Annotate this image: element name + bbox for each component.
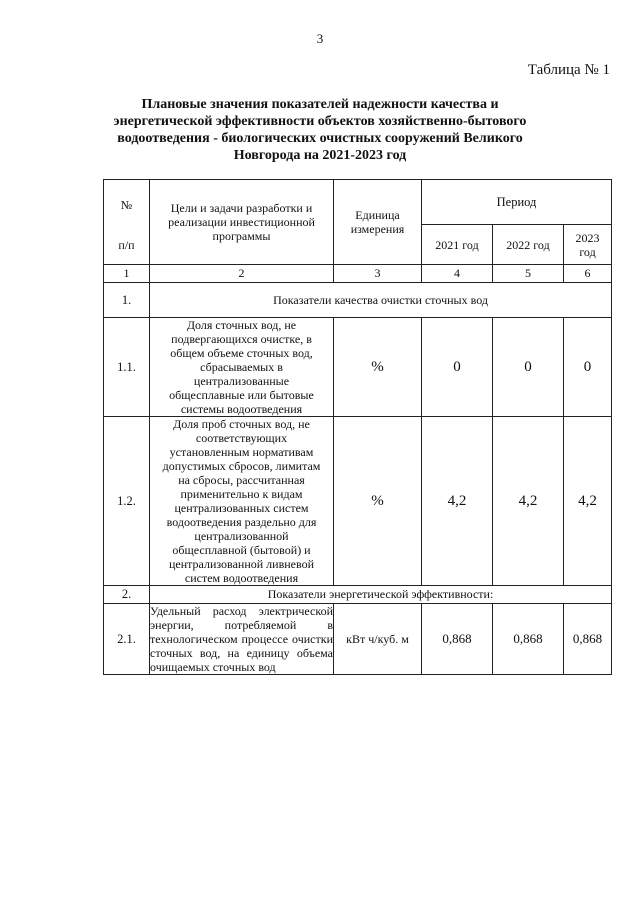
value-2023: 0,868 — [564, 604, 612, 675]
row-unit: % — [334, 318, 422, 417]
header-goals-line: Цели и задачи разработки и — [170, 201, 313, 215]
header-year-2023-line: 2023 — [575, 230, 600, 245]
description-line: централизованной — [194, 529, 289, 543]
column-index-row — [104, 265, 612, 283]
header-number-sign: № — [120, 198, 133, 212]
column-index: 3 — [334, 265, 422, 283]
row-description — [150, 318, 334, 417]
header-year-2023-line: год — [579, 244, 596, 259]
header-year-2021: 2021 год — [422, 225, 493, 265]
row-number: 1.1. — [104, 318, 150, 417]
description-line: применительно к видам — [180, 487, 303, 501]
table-row-1-1 — [104, 318, 612, 417]
value-2021: 4,2 — [422, 417, 493, 586]
header-unit — [334, 180, 422, 265]
header-year-2023 — [564, 225, 612, 265]
header-unit-line: Единица — [355, 208, 400, 222]
value-2022: 4,2 — [493, 417, 564, 586]
description-line: Доля проб сточных вод, не — [173, 417, 310, 431]
description-line: подвергающихся очистке, в — [171, 332, 312, 346]
description-line: общесплавные или бытовые — [169, 388, 314, 402]
document-title — [80, 96, 560, 164]
section-row-quality — [104, 283, 612, 318]
description-line: допустимых сбросов, лимитам — [162, 459, 321, 473]
description-line: централизованных систем — [174, 501, 309, 515]
row-unit: % — [334, 417, 422, 586]
row-number: 2.1. — [104, 604, 150, 675]
description-line: централизованной ливневой — [168, 557, 314, 571]
section-row-energy — [104, 586, 612, 604]
row-description — [150, 417, 334, 586]
header-year-2022: 2022 год — [493, 225, 564, 265]
title-line: энергетической эффективности объектов хозяйственно-бытового — [113, 114, 527, 129]
description-line: общесплавной (бытовой) и — [172, 543, 311, 557]
column-index: 5 — [493, 265, 564, 283]
column-index: 6 — [564, 265, 612, 283]
section-number: 2. — [104, 586, 150, 604]
header-period: Период — [422, 180, 612, 225]
description-line: сбрасываемых в — [200, 360, 283, 374]
title-line: водоотведения - биологических очистных сооружений Великого — [117, 131, 523, 146]
section-number: 1. — [104, 283, 150, 318]
value-2023: 0 — [564, 318, 612, 417]
row-unit: кВт ч/куб. м — [334, 604, 422, 675]
value-2023: 4,2 — [564, 417, 612, 586]
row-description: Удельный расход электрической энергии, потребляемой в технологическом процессе очистки сточных вод, на единицу объема очищаемых сточных вод — [150, 604, 333, 674]
description-line: общем объеме сточных вод, — [170, 346, 313, 360]
description-line: на сбросы, рассчитанная — [178, 473, 305, 487]
column-index: 2 — [150, 265, 334, 283]
header-goals-line: реализации инвестиционной — [168, 215, 315, 229]
section-title: Показатели качества очистки сточных вод — [150, 283, 612, 318]
value-2022: 0 — [493, 318, 564, 417]
description-line: централизованные — [193, 374, 290, 388]
table-row-2-1 — [104, 604, 612, 675]
description-line: Доля сточных вод, не — [186, 318, 297, 332]
description-line: соответствующих — [195, 431, 288, 445]
header-goals — [150, 180, 334, 265]
title-line: Новгорода на 2021-2023 год — [233, 148, 407, 163]
description-line: водоотведения раздельно для — [166, 515, 317, 529]
column-index: 1 — [104, 265, 150, 283]
value-2021: 0 — [422, 318, 493, 417]
table-label: Таблица № 1 — [527, 62, 610, 78]
header-number-cell — [104, 180, 150, 265]
row-number: 1.2. — [104, 417, 150, 586]
value-2022: 0,868 — [493, 604, 564, 675]
column-index: 4 — [422, 265, 493, 283]
header-number-pp: п/п — [118, 238, 135, 252]
table-row-1-2 — [104, 417, 612, 586]
description-line: системы водоотведения — [180, 402, 303, 416]
description-line: установленным нормативам — [169, 445, 314, 459]
header-unit-line: измерения — [350, 222, 405, 236]
title-line: Плановые значения показателей надежности качества и — [141, 97, 499, 112]
page-number: 3 — [316, 31, 324, 46]
indicators-table — [103, 179, 612, 675]
section-title: Показатели энергетической эффективности: — [150, 586, 612, 604]
header-goals-line: программы — [212, 229, 271, 243]
description-line: систем водоотведения — [184, 571, 299, 585]
value-2021: 0,868 — [422, 604, 493, 675]
